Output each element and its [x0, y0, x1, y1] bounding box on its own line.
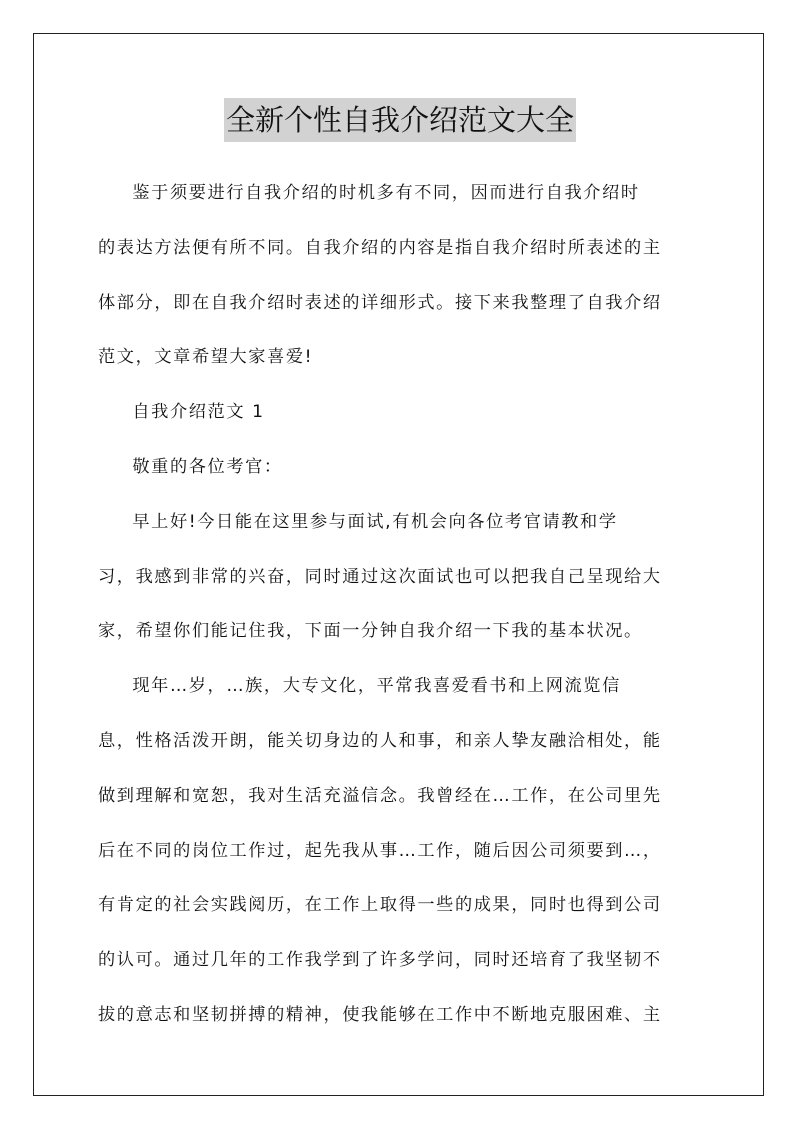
- text-line: 的认可。通过几年的工作我学到了许多学问，同时还培育了我坚韧不: [98, 950, 662, 971]
- paragraph-background: [98, 659, 702, 714]
- paragraph-greeting: [98, 495, 702, 550]
- paragraph-intro: [98, 166, 702, 221]
- text-line: 的表达方法便有所不同。自我介绍的内容是指自我介绍时所表述的主: [98, 237, 662, 258]
- document-title: 全新个性自我介绍范文大全: [224, 98, 576, 142]
- text-line: 家，希望你们能记住我，下面一分钟自我介绍一下我的基本状况。: [98, 621, 643, 642]
- text-line: 范文，文章希望大家喜爱!: [98, 347, 314, 368]
- text-line: 早上好!今日能在这里参与面试,有机会向各位考官请教和学: [132, 511, 618, 532]
- text-line: 习，我感到非常的兴奋，同时通过这次面试也可以把我自己呈现给大: [98, 566, 662, 587]
- salutation: [98, 440, 702, 495]
- paragraph-greeting-continued: [98, 550, 702, 660]
- text-line: 拔的意志和坚韧拼搏的精神，使我能够在工作中不断地克服困难、主: [98, 1004, 662, 1025]
- paragraph-background-continued: [98, 714, 702, 1043]
- text-line: 息，性格活泼开朗，能关切身边的人和事，和亲人挚友融洽相处，能: [98, 730, 662, 751]
- paragraph-intro-continued: [98, 221, 702, 385]
- text-line: 后在不同的岗位工作过，起先我从事…工作，随后因公司须要到…，: [98, 840, 662, 861]
- text-line: 鉴于须要进行自我介绍的时机多有不同，因而进行自我介绍时: [132, 183, 640, 203]
- text-line: 现年…岁，…族，大专文化，平常我喜爱看书和上网流览信: [132, 676, 621, 697]
- text-line: 做到理解和宽恕，我对生活充溢信念。我曾经在…工作，在公司里先: [98, 785, 662, 806]
- section-heading: [98, 385, 702, 440]
- text-line: 有肯定的社会实践阅历，在工作上取得一些的成果，同时也得到公司: [98, 895, 662, 916]
- title-container: [0, 98, 800, 142]
- document-body: [98, 166, 702, 1043]
- text-line: 体部分，即在自我介绍时表述的详细形式。接下来我整理了自我介绍: [98, 292, 662, 313]
- text-line: 自我介绍范文 1: [132, 402, 265, 423]
- text-line: 敬重的各位考官：: [132, 456, 283, 477]
